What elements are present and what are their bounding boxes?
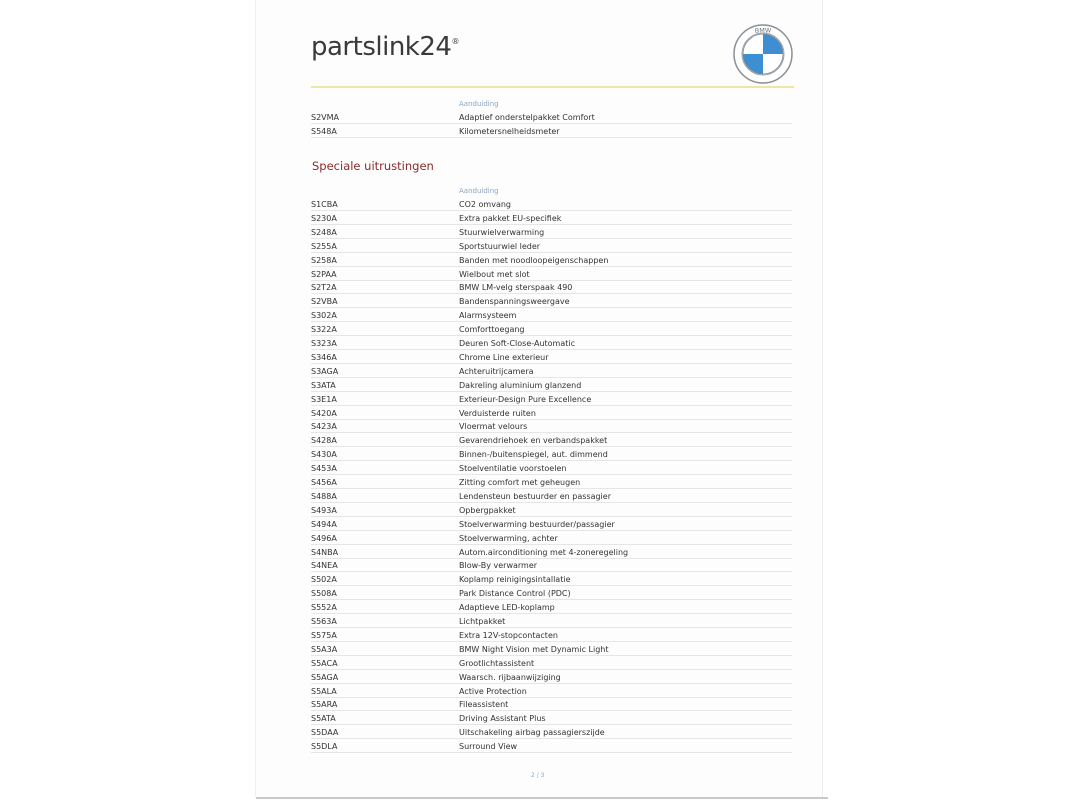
option-description: Alarmsysteem [459,311,517,321]
option-description: Uitschakeling airbag passagierszijde [459,728,605,738]
table-row [311,419,792,433]
option-description: Kilometersnelheidsmeter [459,126,560,136]
table-row [311,600,792,614]
option-code: S430A [311,450,337,460]
table-row [311,392,792,406]
option-description: Stuurwielverwarming [459,227,545,237]
option-description: Dakreling aluminium glanzend [459,380,582,390]
option-description: Lichtpakket [459,617,506,626]
option-code: S255A [311,241,337,251]
table-row [311,489,792,503]
option-code: S420A [311,408,337,418]
option-code: S496A [311,533,337,543]
option-description: Stoelventilatie voorstoelen [459,464,567,474]
option-description: Chrome Line exterieur [459,352,549,362]
option-code: S302A [311,311,337,321]
option-description: Surround View [459,742,518,752]
option-description: Active Protection [459,686,527,696]
option-code: S5ARA [311,700,338,710]
option-code: S552A [311,603,337,613]
table-row [311,253,792,267]
table-row [311,406,792,420]
header-divider [311,86,794,88]
table-row [311,225,792,239]
table-row [311,614,792,628]
bmw-logo-icon [733,24,793,84]
option-code: S258A [311,255,337,265]
option-code: S248A [311,227,337,237]
option-description: Stoelverwarming bestuurder/passagier [459,519,615,529]
option-code: S4NBA [311,547,339,557]
option-code: S5DAA [311,728,339,738]
option-code: S453A [311,464,337,474]
option-description: Verduisterde ruiten [459,408,536,418]
option-description: Extra pakket EU-specifiek [459,213,562,223]
option-description: Lendensteun bestuurder en passagier [459,491,611,501]
table-row [311,322,792,336]
option-code: S1CBA [311,200,338,209]
option-description: Exterieur-Design Pure Excellence [459,394,592,404]
option-description: Comforttoegang [459,325,525,335]
bmw-logo-text: BMW [754,26,772,35]
option-description: Autom.airconditioning met 4-zoneregeling [459,547,629,557]
option-description: CO2 omvang [459,200,511,209]
table-row [311,642,792,656]
option-description: Achteruitrijcamera [459,366,534,376]
table-row [311,475,792,489]
option-description: Zitting comfort met geheugen [459,478,581,487]
table-row [311,239,792,253]
option-code: S508A [311,589,337,599]
option-code: S5AGA [311,672,339,682]
table-row [311,378,792,392]
table-row [311,110,792,124]
option-code: S423A [311,422,337,432]
option-code: S428A [311,436,337,446]
option-code: S5DLA [311,742,338,752]
table-row [311,124,792,138]
option-description: Adaptief onderstelpakket Comfort [459,113,595,122]
table-row [311,364,792,378]
table-row [311,294,792,308]
option-description: Stoelverwarming, achter [459,533,558,543]
option-description: Koplamp reinigingsintallatie [459,575,571,585]
option-code: S2T2A [311,283,337,293]
option-code: S494A [311,519,337,529]
option-description: Extra 12V-stopcontacten [459,630,558,640]
logo-registered-mark: ® [451,37,459,46]
table-row [311,586,792,600]
option-code: S575A [311,630,337,640]
option-description: BMW Night Vision met Dynamic Light [459,644,609,654]
table-row [311,684,792,698]
table-row [311,197,792,211]
option-code: S3AGA [311,366,339,376]
option-code: S5ALA [311,686,337,696]
column-header-section: Aanduiding [459,187,499,195]
table-row [311,336,792,350]
page-edge [256,797,828,799]
column-header-top: Aanduiding [459,100,499,108]
option-description: Fileassistent [459,700,509,710]
option-code: S5ACA [311,658,338,668]
option-description: Adaptieve LED-koplamp [459,603,555,613]
page-number: 2 / 3 [531,772,545,779]
option-code: S3ATA [311,380,336,390]
option-code: S322A [311,325,337,335]
section-title: Speciale uitrustingen [312,159,434,173]
option-description: Blow-By verwarmer [459,561,538,571]
option-code: S456A [311,478,337,487]
option-code: S493A [311,505,337,515]
option-description: Driving Assistant Plus [459,714,546,724]
table-row [311,211,792,225]
option-code: S488A [311,491,337,501]
option-code: S5A3A [311,644,338,654]
option-code: S502A [311,575,337,585]
partslink24-logo [311,34,459,60]
option-description: Bandenspanningsweergave [459,297,570,307]
option-description: Vloermat velours [459,422,528,432]
table-row [311,461,792,475]
option-code: S2VMA [311,113,340,122]
table-row [311,308,792,322]
table-row [311,628,792,642]
option-code: S5ATA [311,714,336,724]
option-description: Grootlichtassistent [459,658,535,668]
option-code: S563A [311,617,337,626]
option-description: Banden met noodloopeigenschappen [459,255,609,265]
table-row [311,572,792,586]
table-row [311,433,792,447]
table-row [311,670,792,684]
option-description: Wielbout met slot [459,269,530,279]
table-row [311,656,792,670]
option-description: Park Distance Control (PDC) [459,589,571,599]
table-row [311,711,792,725]
table-row [311,267,792,281]
table-row [311,280,792,294]
table-row [311,517,792,531]
option-code: S2PAA [311,269,337,279]
option-code: S4NEA [311,561,338,571]
table-row [311,447,792,461]
option-description: Gevarendriehoek en verbandspakket [459,436,608,446]
table-row [311,531,792,545]
option-code: S3E1A [311,394,337,404]
table-row [311,697,792,711]
table-row [311,503,792,517]
table-row [311,725,792,739]
option-code: S346A [311,352,337,362]
option-code: S323A [311,339,337,348]
table-row [311,350,792,364]
option-description: Binnen-/buitenspiegel, aut. dimmend [459,450,608,460]
table-row [311,558,792,572]
option-code: S2VBA [311,297,338,307]
option-description: Sportstuurwiel leder [459,241,541,251]
option-description: Deuren Soft-Close-Automatic [459,339,576,348]
option-description: Opbergpakket [459,505,516,515]
option-description: BMW LM-velg sterspaak 490 [459,283,573,293]
logo-text: partslink24 [311,32,452,62]
table-row [311,545,792,559]
option-code: S230A [311,213,337,223]
option-description: Waarsch. rijbaanwijziging [459,672,561,682]
table-row [311,739,792,753]
option-code: S548A [311,126,337,136]
